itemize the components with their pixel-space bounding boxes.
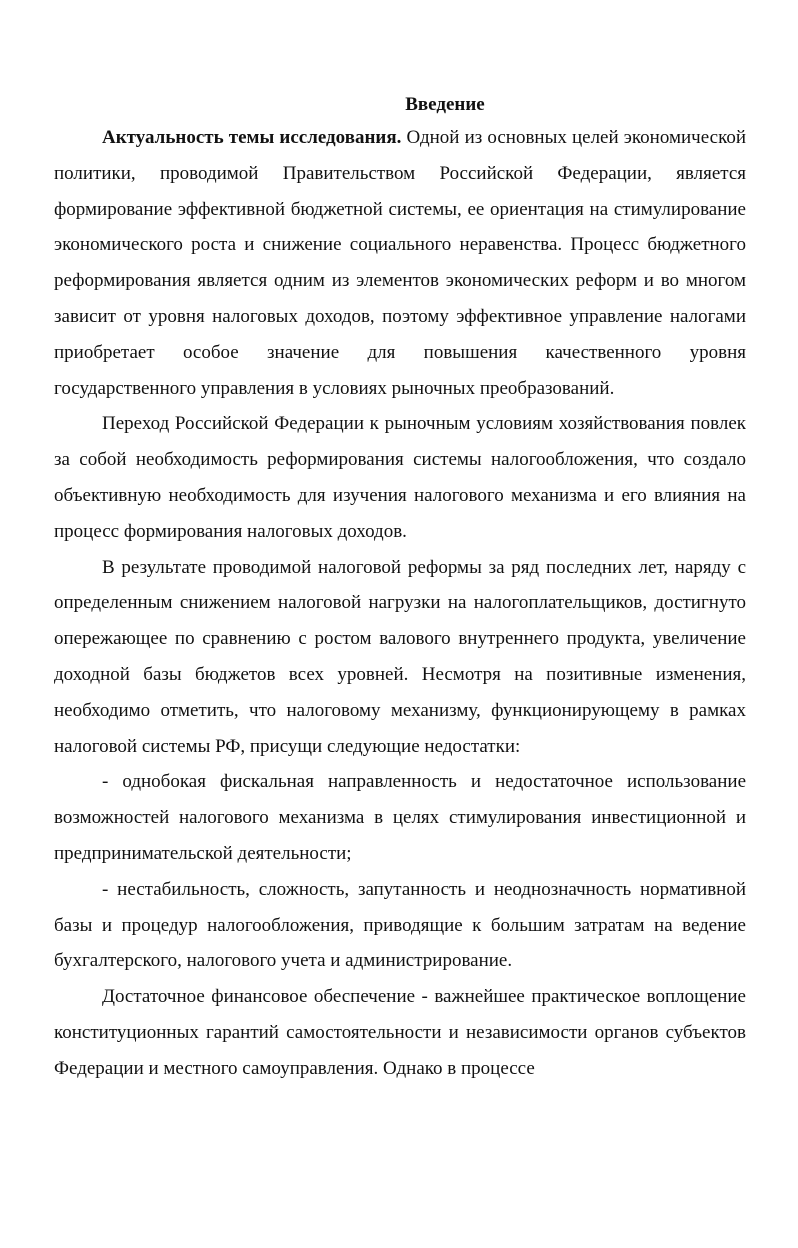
- paragraph-transition: Переход Российской Федерации к рыночным условиям хозяйствования повлек за собой необходимость реформирования системы налогообложения, что создало объективную необходимость для изучения налогового механизма и его влияния на процесс формирования налоговых доходов.: [54, 413, 746, 542]
- document-page: [54, 90, 746, 1087]
- paragraph-financial-provision: Достаточное финансовое обеспечение - важнейшее практическое воплощение конституционных гарантий самостоятельности и независимости органов субъектов Федерации и местного самоуправления. Однако в процессе: [54, 986, 746, 1079]
- page-title: Введение: [405, 94, 485, 115]
- list-item-instability: - нестабильность, сложность, запутанность и неоднозначность нормативной базы и процедур налогообложения, приводящие к большим затратам на ведение бухгалтерского, налогового учета и администрирование.: [54, 878, 746, 972]
- intro-paragraph: [54, 120, 746, 406]
- paragraph-reform-results: В результате проводимой налоговой реформы за ряд последних лет, наряду с определенным снижением налоговой нагрузки на налогоплательщиков, достигнуто опережающее по сравнению с ростом валового внутреннего продукта, увеличение доходной базы бюджетов всех уровней. Несмотря на позитивные изменения, необходимо отметить, что налоговому механизму, функционирующему в рамках налоговой системы РФ, присущи следующие недостатки:: [54, 556, 746, 757]
- intro-text: Одной из основных целей экономической политики, проводимой Правительством Российской Федерации, является формирование эффективной бюджетной системы, ее ориентация на стимулирование экономического роста и снижение социального неравенства. Процесс бюджетного реформирования является одним из элементов экономических реформ и во многом зависит от уровня налоговых доходов, поэтому эффективное управление налогами приобретает особое значение для повышения качественного уровня государственного управления в условиях рыночных преобразований.: [54, 127, 747, 399]
- intro-lead: Актуальность темы исследования.: [102, 127, 402, 148]
- list-item-fiscal: - однобокая фискальная направленность и недостаточное использование возможностей налогового механизма в целях стимулирования инвестиционной и предпринимательской деятельности;: [54, 771, 746, 864]
